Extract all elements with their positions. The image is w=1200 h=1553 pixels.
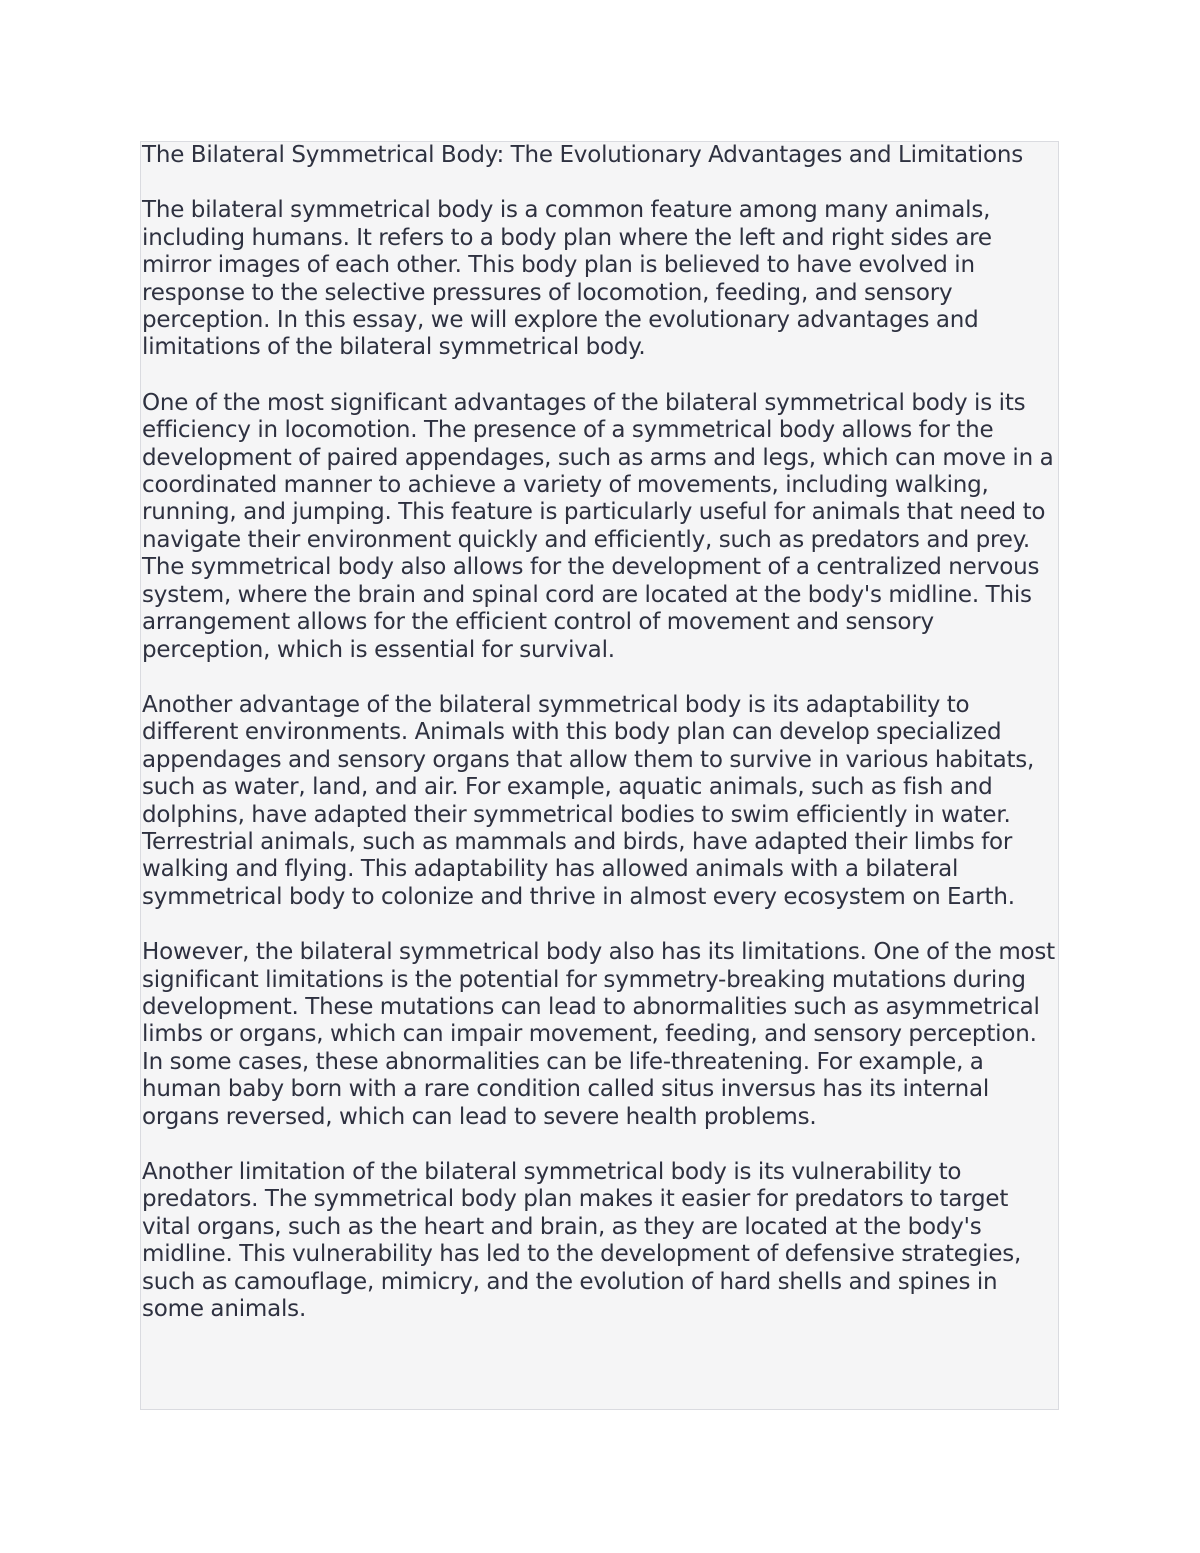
essay-paragraph-3: Another advantage of the bilateral symmetrical body is its adaptability to different environments. Animals with this body plan can develop specialized appendages and sensory organs that allow them to survive in various habitats, such as water, land, and air. For example, aquatic animals, such as fish and dolphins, have adapted their symmetrical bodies to swim efficiently in water. Terrestrial animals, such as mammals and birds, have adapted their limbs for walking and flying. This adaptability has allowed animals with a bilateral symmetrical body to colonize and thrive in almost every ecosystem on Earth. — [142, 691, 1035, 910]
essay-paragraph-4: However, the bilateral symmetrical body also has its limitations. One of the most significant limitations is the potential for symmetry-breaking mutations during development. These mutations can lead to abnormalities such as asymmetrical limbs or organs, which can impair movement, feeding, and sensory perception. In some cases, these abnormalities can be life-threatening. For example, a human baby born with a rare condition called situs inversus has its internal organs reversed, which can lead to severe health problems. — [142, 939, 1055, 1130]
essay-paragraph-5: Another limitation of the bilateral symmetrical body is its vulnerability to predators. The symmetrical body plan makes it easier for predators to target vital organs, such as the heart and brain, as they are located at the body's midline. This vulnerability has led to the development of defensive strategies, such as camouflage, mimicry, and the evolution of hard shells and spines in some animals. — [142, 1159, 1022, 1323]
essay-text-box[interactable] — [140, 141, 1059, 1410]
essay-body — [142, 142, 1058, 1323]
essay-title: The Bilateral Symmetrical Body: The Evolutionary Advantages and Limitations — [142, 142, 1023, 168]
essay-paragraph-2: One of the most significant advantages of the bilateral symmetrical body is its efficiency in locomotion. The presence of a symmetrical body allows for the development of paired appendages, such as arms and legs, which can move in a coordinated manner to achieve a variety of movements, including walking, running, and jumping. This feature is particularly useful for animals that need to navigate their environment quickly and efficiently, such as predators and prey. The symmetrical body also allows for the development of a centralized nervous system, where the brain and spinal cord are located at the body's midline. This arrangement allows for the efficient control of movement and sensory perception, which is essential for survival. — [142, 389, 1054, 663]
essay-paragraph-1: The bilateral symmetrical body is a common feature among many animals, including humans. It refers to a body plan where the left and right sides are mirror images of each other. This body plan is believed to have evolved in response to the selective pressures of locomotion, feeding, and sensory perception. In this essay, we will explore the evolutionary advantages and limitations of the bilateral symmetrical body. — [142, 197, 992, 361]
